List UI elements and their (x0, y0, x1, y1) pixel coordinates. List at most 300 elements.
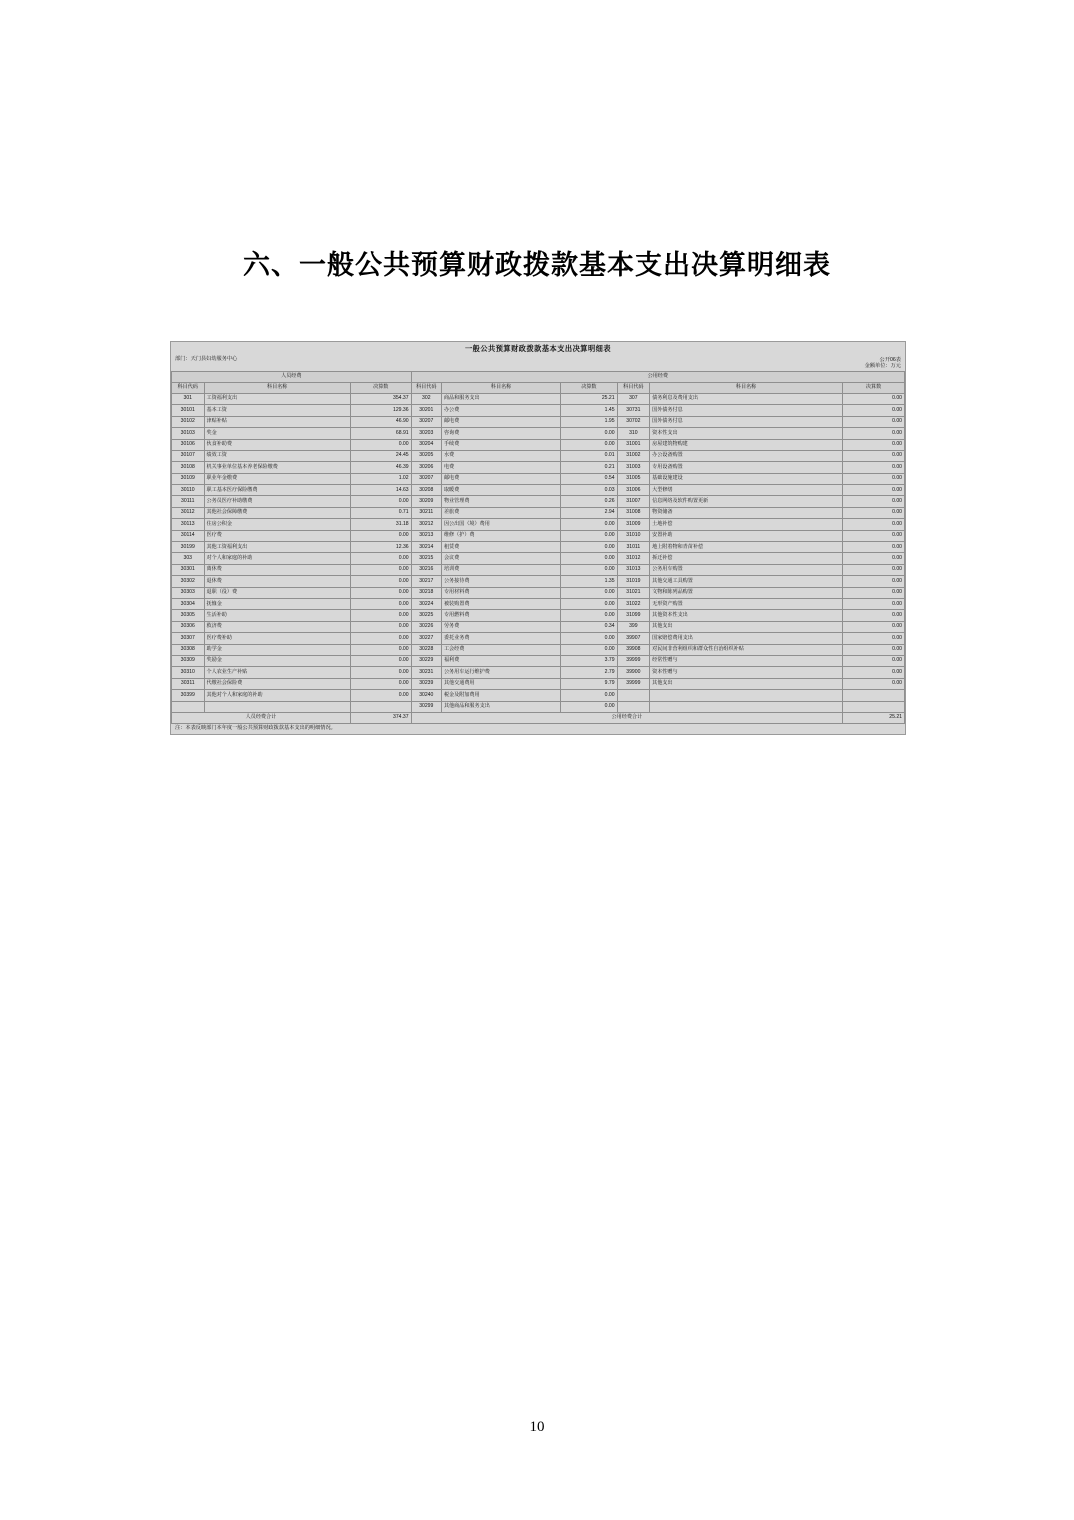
cell-value-2: 0.21 (561, 462, 617, 473)
cell-name-1: 离休费 (204, 564, 350, 575)
cell-value-1: 0.00 (350, 564, 411, 575)
cell-code-1: 30310 (172, 667, 205, 678)
cell-value-2: 1.35 (561, 576, 617, 587)
cell-code-1: 30302 (172, 576, 205, 587)
cell-name-1: 机关事业单位基本养老保险缴费 (204, 462, 350, 473)
budget-table-figure (170, 341, 906, 735)
cell-code-1: 30103 (172, 428, 205, 439)
cell-code-1: 30309 (172, 655, 205, 666)
table-subheader (171, 356, 905, 371)
cell-value-3: 0.00 (843, 655, 905, 666)
page-number: 10 (529, 1419, 545, 1435)
cell-code-3: 31012 (617, 553, 650, 564)
cell-name-2: 专用燃料费 (441, 610, 560, 621)
cell-value-3: 0.00 (843, 610, 905, 621)
cell-value-1: 68.91 (350, 428, 411, 439)
cell-code-3: 31021 (617, 587, 650, 598)
cell-value-3: 0.00 (843, 587, 905, 598)
table-title: 一般公共预算财政拨款基本支出决算明细表 (171, 342, 905, 356)
cell-value-3: 0.00 (843, 462, 905, 473)
cell-value-3 (843, 701, 905, 712)
cell-value-3: 0.00 (843, 553, 905, 564)
cell-value-2: 0.00 (561, 610, 617, 621)
cell-value-2: 0.00 (561, 633, 617, 644)
cell-code-1: 30307 (172, 633, 205, 644)
col-name-3: 科目名称 (650, 382, 843, 393)
cell-name-3: 对民间非营利组织和群众性自治组织补贴 (650, 644, 843, 655)
cell-name-2: 福利费 (441, 655, 560, 666)
cell-code-2: 30224 (411, 598, 441, 609)
cell-value-2: 0.00 (561, 690, 617, 701)
cell-code-3: 31007 (617, 496, 650, 507)
cell-value-3: 0.00 (843, 621, 905, 632)
group-header-public: 公用经费 (411, 371, 904, 382)
personnel-total-label: 人员经费合计 (172, 712, 351, 723)
cell-name-3: 国家赔偿费用支出 (650, 633, 843, 644)
cell-name-3: 无形资产购置 (650, 598, 843, 609)
public-total-label: 公用经费合计 (411, 712, 842, 723)
cell-value-3: 0.00 (843, 564, 905, 575)
cell-value-1: 0.00 (350, 587, 411, 598)
cell-code-2: 30203 (411, 428, 441, 439)
cell-code-1: 30303 (172, 587, 205, 598)
cell-value-1: 46.39 (350, 462, 411, 473)
cell-code-1: 30107 (172, 450, 205, 461)
cell-code-3: 31006 (617, 485, 650, 496)
cell-value-1: 0.00 (350, 610, 411, 621)
cell-code-2: 30218 (411, 587, 441, 598)
cell-code-2: 30207 (411, 416, 441, 427)
cell-value-1: 24.45 (350, 450, 411, 461)
cell-value-2: 0.26 (561, 496, 617, 507)
cell-code-3: 31003 (617, 462, 650, 473)
cell-value-3: 0.00 (843, 450, 905, 461)
cell-code-1: 30308 (172, 644, 205, 655)
cell-code-3: 31013 (617, 564, 650, 575)
cell-code-2: 30240 (411, 690, 441, 701)
cell-value-3: 0.00 (843, 598, 905, 609)
cell-name-3: 地上附着物和青苗补偿 (650, 542, 843, 553)
cell-code-1: 30108 (172, 462, 205, 473)
group-header-personnel: 人员经费 (172, 371, 412, 382)
cell-value-1: 0.71 (350, 507, 411, 518)
cell-value-3: 0.00 (843, 519, 905, 530)
cell-name-1: 对个人和家庭的补助 (204, 553, 350, 564)
cell-code-3: 310 (617, 428, 650, 439)
cell-name-3: 办公设备购置 (650, 450, 843, 461)
cell-code-3: 31008 (617, 507, 650, 518)
cell-code-1: 301 (172, 393, 205, 404)
cell-code-2: 30227 (411, 633, 441, 644)
table-row (172, 701, 905, 712)
cell-value-2: 0.00 (561, 439, 617, 450)
cell-value-3: 0.00 (843, 678, 905, 689)
cell-code-2: 30208 (411, 485, 441, 496)
cell-code-3: 31022 (617, 598, 650, 609)
cell-name-1: 工资福利支出 (204, 393, 350, 404)
table-row (172, 655, 905, 666)
cell-name-3 (650, 690, 843, 701)
cell-code-3: 39900 (617, 667, 650, 678)
col-code-3: 科目代码 (617, 382, 650, 393)
cell-name-3: 公务用车购置 (650, 564, 843, 575)
cell-name-3: 其他支出 (650, 678, 843, 689)
cell-value-3: 0.00 (843, 485, 905, 496)
cell-value-1: 0.00 (350, 598, 411, 609)
col-name-1: 科目名称 (204, 382, 350, 393)
cell-value-2: 0.00 (561, 564, 617, 575)
table-row (172, 416, 905, 427)
cell-code-1: 30199 (172, 542, 205, 553)
cell-code-1: 30114 (172, 530, 205, 541)
cell-code-2: 30211 (411, 507, 441, 518)
cell-code-3: 31009 (617, 519, 650, 530)
cell-code-1 (172, 701, 205, 712)
cell-name-2: 专用材料费 (441, 587, 560, 598)
table-row (172, 621, 905, 632)
cell-value-3: 0.00 (843, 507, 905, 518)
cell-name-2: 被装购置费 (441, 598, 560, 609)
cell-name-2: 租赁费 (441, 542, 560, 553)
cell-code-3: 31010 (617, 530, 650, 541)
cell-name-3: 其他交通工具购置 (650, 576, 843, 587)
cell-value-2: 0.00 (561, 428, 617, 439)
cell-name-2: 其他商品和服务支出 (441, 701, 560, 712)
cell-code-2: 30226 (411, 621, 441, 632)
cell-code-1: 30305 (172, 610, 205, 621)
cell-name-3: 大型修缮 (650, 485, 843, 496)
cell-value-3: 0.00 (843, 428, 905, 439)
cell-name-1: 救济费 (204, 621, 350, 632)
cell-code-2: 30206 (411, 462, 441, 473)
cell-value-2: 0.00 (561, 587, 617, 598)
cell-name-3: 资本性赠与 (650, 667, 843, 678)
cell-name-3: 债务利息及费用支出 (650, 393, 843, 404)
cell-value-3: 0.00 (843, 530, 905, 541)
cell-code-3: 31005 (617, 473, 650, 484)
cell-value-2: 0.00 (561, 553, 617, 564)
table-row (172, 587, 905, 598)
table-row (172, 393, 905, 404)
cell-name-2: 劳务费 (441, 621, 560, 632)
public-total-value: 25.21 (843, 712, 905, 723)
cell-code-2: 30207 (411, 473, 441, 484)
table-row (172, 598, 905, 609)
budget-table (171, 371, 905, 725)
table-row (172, 496, 905, 507)
cell-value-1: 0.00 (350, 439, 411, 450)
cell-code-1: 30106 (172, 439, 205, 450)
cell-name-2: 取暖费 (441, 485, 560, 496)
cell-name-1: 其他对个人和家庭的补助 (204, 690, 350, 701)
cell-value-1: 46.90 (350, 416, 411, 427)
cell-name-3: 物资储备 (650, 507, 843, 518)
cell-name-3: 拆迁补偿 (650, 553, 843, 564)
cell-name-2: 商品和服务支出 (441, 393, 560, 404)
cell-name-1: 基本工资 (204, 405, 350, 416)
cell-value-1: 0.00 (350, 678, 411, 689)
cell-value-1: 0.00 (350, 496, 411, 507)
cell-name-2: 水费 (441, 450, 560, 461)
cell-name-3: 国外债务付息 (650, 405, 843, 416)
cell-value-2: 0.00 (561, 701, 617, 712)
personnel-total-value: 374.37 (350, 712, 411, 723)
table-row (172, 473, 905, 484)
cell-value-1: 0.00 (350, 576, 411, 587)
cell-code-2: 302 (411, 393, 441, 404)
cell-name-3: 安置补助 (650, 530, 843, 541)
cell-code-3: 39999 (617, 678, 650, 689)
cell-value-2: 1.95 (561, 416, 617, 427)
cell-name-1: 职工基本医疗保险缴费 (204, 485, 350, 496)
cell-name-2: 办公费 (441, 405, 560, 416)
cell-value-1: 1.02 (350, 473, 411, 484)
cell-code-1: 30112 (172, 507, 205, 518)
table-row (172, 633, 905, 644)
cell-name-2: 培训费 (441, 564, 560, 575)
cell-value-2: 3.79 (561, 655, 617, 666)
cell-value-3: 0.00 (843, 576, 905, 587)
cell-name-3: 经常性赠与 (650, 655, 843, 666)
cell-code-2: 30214 (411, 542, 441, 553)
cell-name-3: 资本性支出 (650, 428, 843, 439)
cell-name-1: 其他社会保障缴费 (204, 507, 350, 518)
table-row (172, 450, 905, 461)
cell-value-3: 0.00 (843, 633, 905, 644)
table-row (172, 428, 905, 439)
cell-code-1: 30111 (172, 496, 205, 507)
table-row (172, 644, 905, 655)
cell-value-3: 0.00 (843, 644, 905, 655)
table-body (172, 393, 905, 712)
table-row (172, 553, 905, 564)
table-row (172, 678, 905, 689)
cell-value-3: 0.00 (843, 473, 905, 484)
cell-value-2: 0.00 (561, 519, 617, 530)
unit-label: 金额单位：万元 (864, 363, 901, 370)
table-row (172, 519, 905, 530)
cell-value-1: 0.00 (350, 690, 411, 701)
cell-value-2: 0.03 (561, 485, 617, 496)
cell-value-1: 0.00 (350, 530, 411, 541)
cell-code-1: 30113 (172, 519, 205, 530)
cell-code-1: 30101 (172, 405, 205, 416)
cell-name-1: 个人农业生产补贴 (204, 667, 350, 678)
table-row (172, 485, 905, 496)
table-note: 注：本表反映部门本年度一般公共预算财政拨款基本支出的明细情况。 (171, 724, 905, 734)
cell-name-1: 住房公积金 (204, 519, 350, 530)
cell-name-1: 奖励金 (204, 655, 350, 666)
cell-value-2: 0.01 (561, 450, 617, 461)
cell-name-1: 其他工资福利支出 (204, 542, 350, 553)
cell-code-2: 30205 (411, 450, 441, 461)
cell-name-2: 电费 (441, 462, 560, 473)
cell-name-1: 助学金 (204, 644, 350, 655)
cell-code-2: 30212 (411, 519, 441, 530)
cell-value-1: 12.36 (350, 542, 411, 553)
cell-code-1: 30304 (172, 598, 205, 609)
table-row (172, 462, 905, 473)
cell-value-3: 0.00 (843, 393, 905, 404)
cell-value-1: 0.00 (350, 644, 411, 655)
table-row (172, 439, 905, 450)
table-row (172, 610, 905, 621)
form-code-label: 公开06表 (879, 356, 901, 363)
cell-code-3: 31019 (617, 576, 650, 587)
cell-code-2: 30215 (411, 553, 441, 564)
cell-value-2: 0.00 (561, 644, 617, 655)
cell-value-2: 1.45 (561, 405, 617, 416)
cell-name-1: 公务员医疗补助缴费 (204, 496, 350, 507)
cell-code-2: 30299 (411, 701, 441, 712)
cell-code-2: 30213 (411, 530, 441, 541)
col-value-2: 决算数 (561, 382, 617, 393)
cell-code-3: 31099 (617, 610, 650, 621)
cell-name-1: 职业年金缴费 (204, 473, 350, 484)
table-row (172, 690, 905, 701)
cell-name-1: 退休费 (204, 576, 350, 587)
cell-value-2: 0.34 (561, 621, 617, 632)
cell-name-1: 生活补助 (204, 610, 350, 621)
table-row (172, 542, 905, 553)
cell-value-1: 0.00 (350, 655, 411, 666)
cell-value-1 (350, 701, 411, 712)
table-row (172, 564, 905, 575)
cell-name-1: 代缴社会保险费 (204, 678, 350, 689)
cell-value-3: 0.00 (843, 496, 905, 507)
table-row (172, 667, 905, 678)
page-title: 六、一般公共预算财政拨款基本支出决算明细表 (243, 250, 831, 280)
cell-name-2: 工会经费 (441, 644, 560, 655)
cell-name-1: 奖金 (204, 428, 350, 439)
table-row (172, 405, 905, 416)
cell-name-1: 绩效工资 (204, 450, 350, 461)
cell-name-1 (204, 701, 350, 712)
cell-name-3: 基础设施建设 (650, 473, 843, 484)
cell-name-1: 退职（役）费 (204, 587, 350, 598)
cell-name-3: 专用设备购置 (650, 462, 843, 473)
cell-value-1: 0.00 (350, 667, 411, 678)
table-row (172, 507, 905, 518)
table-column-header-row (172, 382, 905, 393)
cell-code-3 (617, 701, 650, 712)
cell-code-3: 39999 (617, 655, 650, 666)
cell-code-3: 399 (617, 621, 650, 632)
cell-code-3: 39908 (617, 644, 650, 655)
cell-name-3: 其他资本性支出 (650, 610, 843, 621)
cell-value-2: 0.00 (561, 598, 617, 609)
cell-code-2: 30229 (411, 655, 441, 666)
cell-value-2: 9.79 (561, 678, 617, 689)
cell-name-1: 医疗费补助 (204, 633, 350, 644)
cell-value-3 (843, 690, 905, 701)
cell-code-2: 30216 (411, 564, 441, 575)
cell-name-1: 抚恤金 (204, 598, 350, 609)
cell-value-2: 0.00 (561, 530, 617, 541)
table-row (172, 530, 905, 541)
cell-code-3: 30702 (617, 416, 650, 427)
cell-name-2: 邮电费 (441, 416, 560, 427)
cell-code-2: 30231 (411, 667, 441, 678)
cell-value-1: 14.63 (350, 485, 411, 496)
cell-name-2: 其他交通费用 (441, 678, 560, 689)
cell-value-1: 0.00 (350, 621, 411, 632)
cell-value-3: 0.00 (843, 542, 905, 553)
col-code-2: 科目代码 (411, 382, 441, 393)
cell-name-2: 公务接待费 (441, 576, 560, 587)
cell-value-3: 0.00 (843, 416, 905, 427)
cell-name-2: 差旅费 (441, 507, 560, 518)
cell-code-1: 30306 (172, 621, 205, 632)
cell-value-1: 354.37 (350, 393, 411, 404)
cell-name-2: 邮电费 (441, 473, 560, 484)
table-group-header-row (172, 371, 905, 382)
cell-name-3: 土地补偿 (650, 519, 843, 530)
col-code-1: 科目代码 (172, 382, 205, 393)
cell-value-1: 31.18 (350, 519, 411, 530)
cell-code-3: 30731 (617, 405, 650, 416)
cell-name-2: 公务用车运行维护费 (441, 667, 560, 678)
cell-name-2: 咨询费 (441, 428, 560, 439)
cell-name-1: 医疗费 (204, 530, 350, 541)
cell-code-1: 30102 (172, 416, 205, 427)
cell-name-2: 物业管理费 (441, 496, 560, 507)
col-value-3: 决算数 (843, 382, 905, 393)
cell-code-1: 303 (172, 553, 205, 564)
cell-code-1: 30110 (172, 485, 205, 496)
cell-code-1: 30301 (172, 564, 205, 575)
cell-code-3 (617, 690, 650, 701)
department-label: 部门：天门县妇幼服务中心 (175, 355, 238, 362)
cell-value-2: 2.94 (561, 507, 617, 518)
cell-code-3: 31001 (617, 439, 650, 450)
cell-code-1: 30399 (172, 690, 205, 701)
col-value-1: 决算数 (350, 382, 411, 393)
cell-name-3 (650, 701, 843, 712)
cell-name-2: 委托业务费 (441, 633, 560, 644)
cell-code-3: 31002 (617, 450, 650, 461)
table-total-row (172, 712, 905, 723)
cell-value-2: 2.79 (561, 667, 617, 678)
cell-value-3: 0.00 (843, 439, 905, 450)
cell-value-3: 0.00 (843, 405, 905, 416)
cell-name-3: 其他支出 (650, 621, 843, 632)
cell-value-3: 0.00 (843, 667, 905, 678)
cell-code-2: 30239 (411, 678, 441, 689)
cell-code-2: 30225 (411, 610, 441, 621)
cell-name-3: 文物和陈列品购置 (650, 587, 843, 598)
cell-name-1: 津贴补贴 (204, 416, 350, 427)
cell-name-3: 信息网络及软件购置更新 (650, 496, 843, 507)
cell-code-3: 39907 (617, 633, 650, 644)
cell-value-1: 0.00 (350, 633, 411, 644)
cell-code-2: 30228 (411, 644, 441, 655)
cell-code-2: 30201 (411, 405, 441, 416)
cell-value-1: 129.36 (350, 405, 411, 416)
cell-name-3: 国外债务付息 (650, 416, 843, 427)
cell-value-2: 0.00 (561, 542, 617, 553)
cell-value-1: 0.00 (350, 553, 411, 564)
cell-name-2: 税金及附加费用 (441, 690, 560, 701)
cell-code-2: 30209 (411, 496, 441, 507)
cell-name-3: 房屋建筑物购建 (650, 439, 843, 450)
cell-code-1: 30311 (172, 678, 205, 689)
col-name-2: 科目名称 (441, 382, 560, 393)
cell-code-3: 31011 (617, 542, 650, 553)
cell-name-2: 维修（护）费 (441, 530, 560, 541)
cell-name-1: 伙食补助费 (204, 439, 350, 450)
cell-value-2: 0.54 (561, 473, 617, 484)
